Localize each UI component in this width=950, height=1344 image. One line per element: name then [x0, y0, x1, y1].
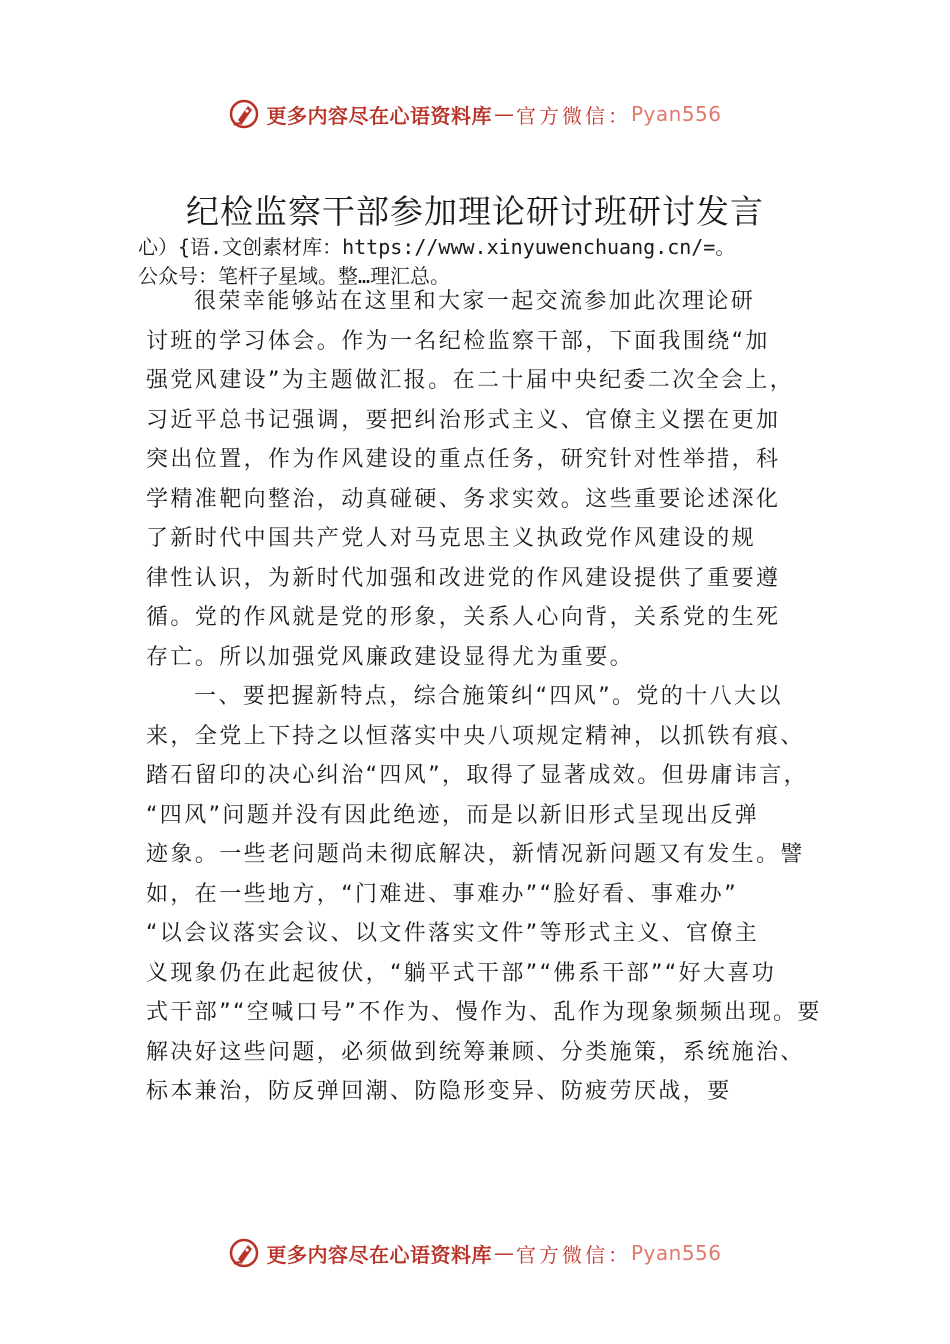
document-title: 纪检监察干部参加理论研讨班研讨发言: [186, 192, 764, 231]
banner-brand-text: 更多内容尽在心语资料库: [266, 1242, 492, 1267]
paragraph-line: 律性认识，为新时代加强和改进党的作风建设提供了重要遵: [146, 565, 781, 591]
paragraph-line: 解决好这些问题，必须做到统筹兼顾、分类施策，系统施治、: [146, 1039, 805, 1065]
paragraph-line: “以会议落实会议、以文件落实文件”等形式主义、官僚主: [146, 921, 760, 946]
paragraph-line: 强党风建设”为主题做汇报。在二十届中央纪委二次全会上，: [146, 368, 795, 393]
paragraph-line: 讨班的学习体会。作为一名纪检监察干部，下面我围绕“加: [146, 328, 770, 354]
pen-nib-logo-icon: [228, 98, 260, 130]
paragraph-line: 循。党的作风就是党的形象，关系人心向背，关系党的生死: [146, 605, 781, 630]
paragraph-line: 义现象仍在此起彼伏，“躺平式干部”“佛系干部”“好大喜功: [146, 960, 777, 986]
paragraph-line: 式干部”“空喊口号”不作为、慢作为、乱作为现象频频出现。要: [146, 1000, 822, 1025]
header-banner: [0, 94, 950, 134]
paragraph-line: 很荣幸能够站在这里和大家一起交流参加此次理论研: [194, 289, 756, 314]
paragraph-line: 突出位置，作为作风建设的重点任务，研究针对性举措，科: [146, 447, 781, 472]
banner-wechat-id: Pyan556: [630, 1241, 722, 1265]
source-note-line-2: 公众号：笔杆子星域。整…理汇总。: [138, 264, 451, 288]
paragraph-intro: [146, 282, 818, 677]
paragraph-line: 一、要把握新特点，综合施策纠“四风”。党的十八大以: [194, 684, 783, 709]
banner-separator: —: [493, 1241, 514, 1265]
paragraph-line: “四风”问题并没有因此绝迹，而是以新旧形式呈现出反弹: [146, 802, 760, 828]
source-note-line-1: 心）{语.文创素材库：https://www.xinyuwenchuang.cn/=。: [138, 235, 736, 259]
paragraph-line: 习近平总书记强调，要把纠治形式主义、官僚主义摆在更加: [146, 407, 781, 433]
banner-wechat-id: Pyan556: [630, 102, 722, 126]
pen-nib-logo-icon: [228, 1237, 260, 1269]
paragraph-section-one: [146, 677, 822, 1112]
paragraph-line: 存亡。所以加强党风廉政建设显得尤为重要。: [146, 644, 635, 670]
banner-separator: —: [493, 102, 514, 126]
banner-wechat-label: 官方微信：: [515, 103, 631, 128]
paragraph-line: 迹象。一些老问题尚未彻底解决，新情况新问题又有发生。譬: [146, 842, 805, 867]
banner-brand-text: 更多内容尽在心语资料库: [266, 103, 492, 128]
paragraph-line: 学精准靶向整治，动真碰硬、务求实效。这些重要论述深化: [146, 486, 781, 512]
banner-wechat-label: 官方微信：: [515, 1242, 631, 1267]
paragraph-line: 来，全党上下持之以恒落实中央八项规定精神，以抓铁有痕、: [146, 723, 805, 749]
paragraph-line: 如，在一些地方，“门难进、事难办”“脸好看、事难办”: [146, 881, 738, 907]
footer-banner: [0, 1233, 950, 1273]
paragraph-line: 了新时代中国共产党人对马克思主义执政党作风建设的规: [146, 526, 757, 551]
paragraph-line: 标本兼治，防反弹回潮、防隐形变异、防疲劳厌战，要: [146, 1079, 732, 1104]
paragraph-line: 踏石留印的决心纠治“四风”，取得了显著成效。但毋庸讳言，: [146, 763, 808, 788]
